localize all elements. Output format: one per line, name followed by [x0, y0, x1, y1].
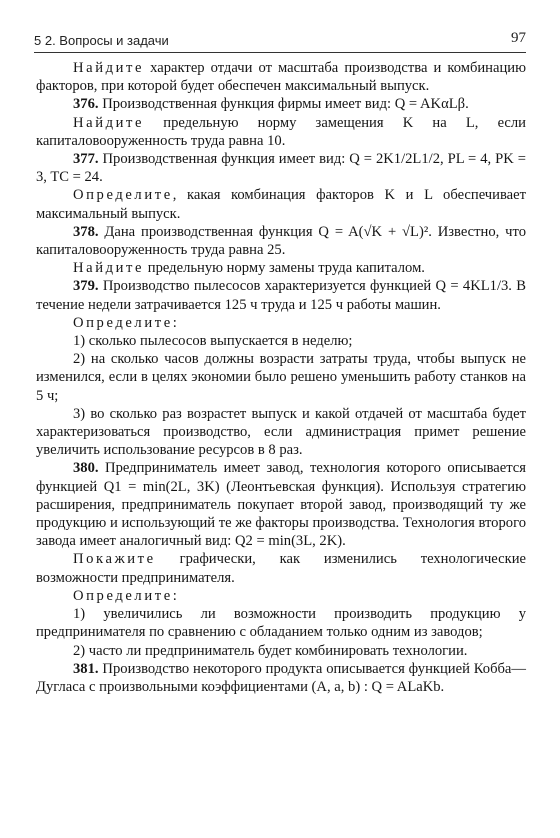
header-rule: [34, 52, 526, 53]
spaced-lead-word: Покажите: [73, 551, 156, 568]
problem-number: 381.: [73, 660, 99, 677]
paragraph-p2: [36, 95, 526, 113]
paragraph-text: Производство некоторого продукта описывается функцией Кобба—Дугласа с произвольными коэффициентами (A, a, b) : Q = ALaKb.: [36, 660, 526, 695]
spaced-lead-word: Определите: [73, 187, 173, 204]
paragraph-text: Производство пылесосов характеризуется функцией Q = 4KL1/3. В течение недели затрачивается 125 ч труда и 125 ч работы машин.: [36, 278, 526, 313]
paragraph-p3: [36, 114, 526, 150]
problem-number: 377.: [73, 151, 99, 168]
paragraph-text: предельную норму замены труда капиталом.: [144, 260, 425, 277]
paragraph-text: Производственная функция имеет вид: Q = 2K1/2L1/2, PL = 4, PK = 3, TC = 24.: [36, 151, 526, 186]
paragraph-text: 2) часто ли предприниматель будет комбинировать технологии.: [73, 642, 468, 659]
problem-number: 379.: [73, 278, 99, 295]
paragraph-p14: [36, 550, 526, 586]
paragraph-p9: [36, 314, 526, 332]
paragraph-text: 1) увеличились ли возможности производить продукцию у предпринимателя по сравнению с обладанием только одним из заводов;: [36, 606, 526, 641]
paragraph-text: , какая комбинация факторов K и L обеспечивает максимальный выпуск.: [36, 187, 526, 222]
paragraph-text: :: [172, 587, 177, 604]
section-title: 5 2. Вопросы и задачи: [34, 33, 169, 48]
page-body: [36, 59, 526, 696]
spaced-lead-word: Найдите: [73, 60, 145, 76]
running-header: [34, 30, 526, 52]
paragraph-p15: [36, 587, 526, 605]
paragraph-p13: [36, 459, 526, 550]
paragraph-p12: [36, 405, 526, 460]
paragraph-text: :: [172, 314, 177, 331]
paragraph-p6: [36, 223, 526, 259]
problem-number: 378.: [73, 223, 99, 240]
paragraph-text: Производственная функция фирмы имеет вид: Q = AKαLβ.: [98, 96, 469, 113]
paragraph-p1: [36, 59, 526, 95]
page-number: 97: [511, 30, 526, 46]
paragraph-p7: [36, 259, 526, 277]
paragraph-text: 1) сколько пылесосов выпускается в неделю;: [73, 333, 353, 350]
spaced-lead-word: Найдите: [73, 114, 145, 131]
paragraph-p17: [36, 642, 526, 660]
problem-number: 376.: [73, 96, 99, 113]
paragraph-p8: [36, 277, 526, 313]
paragraph-text: предельную норму замещения K на L, если капиталовооруженность труда равна 10.: [36, 114, 526, 149]
spaced-lead-word: Определите: [73, 314, 173, 331]
paragraph-text: Дана производственная функция Q = A(√K + √L)². Известно, что капиталовооруженность труда равна 25.: [36, 223, 526, 259]
paragraph-text: Предприниматель имеет завод, технология которого описывается функцией Q1 = min(2L, 3K) (Леонтьевская функция). Используя стратегию расширения, предприниматель покупает второй завод, производящий ту же продукцию и использующий те же факторы производства. Технология второго завода имеет аналогичный вид: Q2 = min(3L, 2K).: [36, 460, 526, 550]
paragraph-p11: [36, 350, 526, 405]
spaced-lead-word: Найдите: [73, 260, 145, 277]
paragraph-text: характер отдачи от масштаба производства и комбинацию факторов, при которой будет обеспечен максимальный выпуск.: [36, 60, 526, 95]
problem-number: 380.: [73, 460, 99, 477]
paragraph-p10: [36, 332, 526, 350]
paragraph-p5: [36, 186, 526, 222]
paragraph-text: графически, как изменились технологические возможности предпринимателя.: [36, 551, 526, 586]
spaced-lead-word: Определите: [73, 587, 173, 604]
paragraph-text: 2) на сколько часов должны возрасти затраты труда, чтобы выпуск не изменился, если в целях экономии было решено уменьшить работу станков на 5 ч;: [36, 351, 526, 404]
paragraph-p4: [36, 150, 526, 186]
paragraph-text: 3) во сколько раз возрастет выпуск и какой отдачей от масштаба будет характеризоваться производство, если администрация примет решение увеличить использование ресурсов в 8 раз.: [36, 405, 526, 459]
paragraph-p16: [36, 605, 526, 641]
paragraph-p18: [36, 660, 526, 696]
